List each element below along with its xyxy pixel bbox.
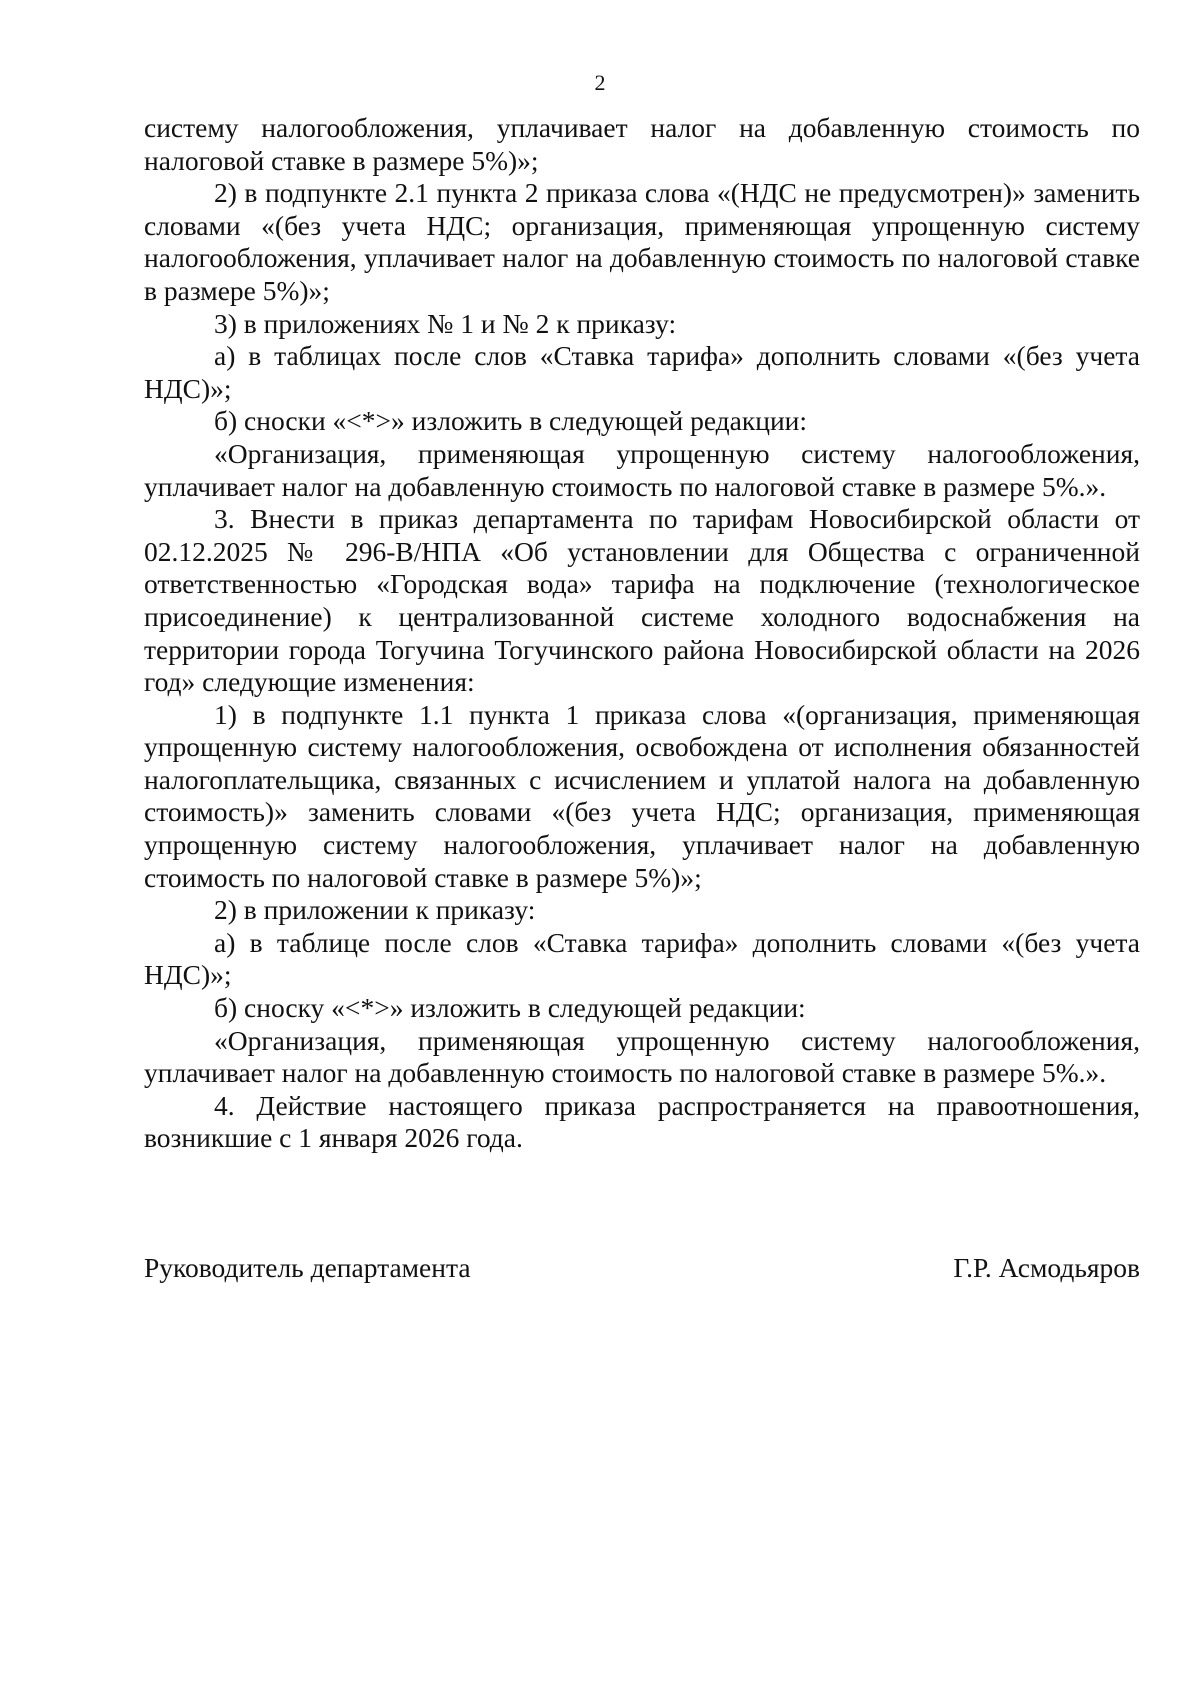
paragraph: 3) в приложениях № 1 и № 2 к приказу:: [214, 307, 677, 339]
paragraph: «Организация, применяющая упрощенную систему налогообложения, уплачивает налог на добавленную стоимость по налоговой ставке в размере 5%.».: [144, 437, 1140, 502]
paragraph: 4. Действие настоящего приказа распространяется на правоотношения, возникшие с 1 января 2026 года.: [144, 1089, 1140, 1154]
paragraph: «Организация, применяющая упрощенную систему налогообложения, уплачивает налог на добавленную стоимость по налоговой ставке в размере 5%.».: [144, 1024, 1140, 1089]
signature-name: Г.Р. Асмодьяров: [953, 1252, 1140, 1283]
signature-position: Руководитель департамента: [144, 1252, 471, 1283]
paragraph: а) в таблицах после слов «Ставка тарифа» дополнить словами «(без учета НДС)»;: [144, 340, 1140, 404]
paragraph: б) сноски «<*>» изложить в следующей редакции:: [214, 405, 808, 437]
page-number: 2: [594, 70, 606, 95]
paragraph: 2) в подпункте 2.1 пункта 2 приказа слова «(НДС не предусмотрен)» заменить словами «(без учета НДС; организация, применяющая упрощенную систему налогообложения, уплачивает налог на добавленную стоимость по налоговой ставке в размере 5%)»;: [144, 177, 1140, 306]
paragraph: а) в таблице после слов «Ставка тарифа» дополнить словами «(без учета НДС)»;: [144, 926, 1140, 991]
signature-block: [144, 1252, 1140, 1284]
paragraph: 1) в подпункте 1.1 пункта 1 приказа слова «(организация, применяющая упрощенную систему налогообложения, освобождена от исполнения обязанностей налогоплательщика, связанных с исчислением и уплатой налога на добавленную стоимость)» заменить словами «(без учета НДС; организация, применяющая упрощенную систему налогообложения, уплачивает налог на добавленную стоимость по налоговой ставке в размере 5%)»;: [144, 698, 1140, 893]
paragraph: 2) в приложении к приказу:: [214, 894, 536, 926]
paragraph: 3. Внести в приказ департамента по тарифам Новосибирской области от 02.12.2025 № 296-В/НПА «Об установлении для Общества с ограниченной ответственностью «Городская вода» тарифа на подключение (технологическое присоединение) к централизованной системе холодного водоснабжения на территории города Тогучина Тогучинского района Новосибирской области на 2026 год» следующие изменения:: [144, 503, 1140, 698]
paragraph: систему налогообложения, уплачивает налог на добавленную стоимость по налоговой ставке в размере 5%)»;: [144, 112, 1140, 176]
paragraph: б) сноску «<*>» изложить в следующей редакции:: [214, 992, 806, 1024]
document-body: [144, 112, 1140, 1155]
